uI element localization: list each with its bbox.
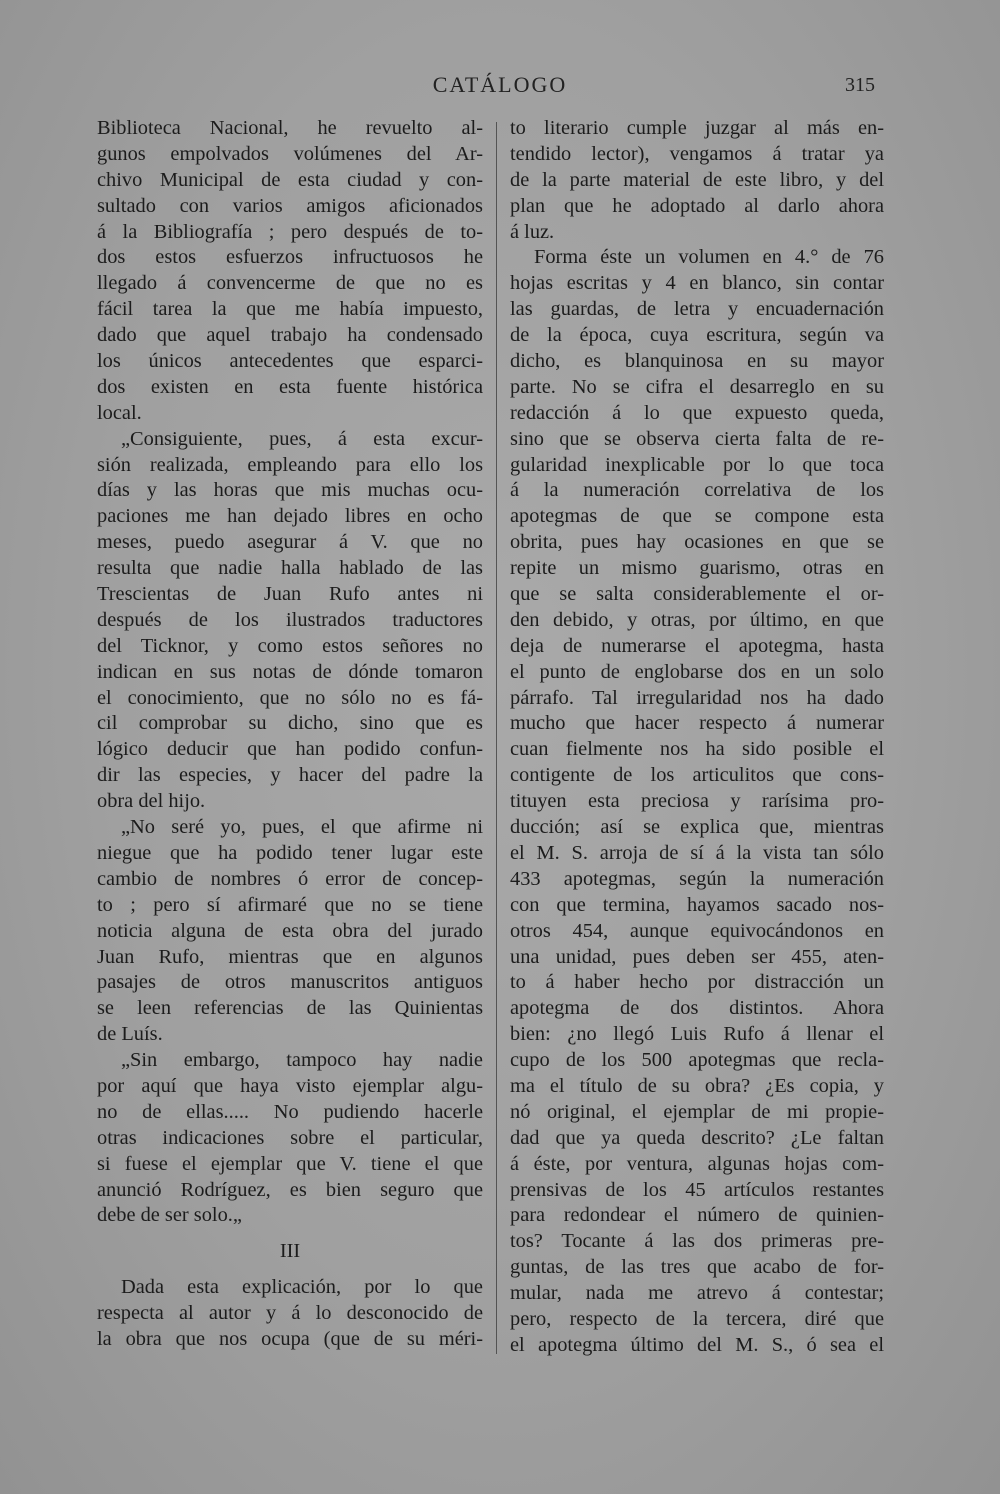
- text-line: Trescientas de Juan Rufo antes ni: [97, 583, 483, 606]
- text-line: dos estos esfuerzos infructuosos he: [97, 246, 483, 269]
- text-line: se leen referencias de las Quinientas: [97, 997, 483, 1020]
- text-line: cambio de nombres ó error de concep-: [97, 867, 483, 890]
- text-line: á luz.: [510, 220, 555, 243]
- text-line: cil comprobar su dicho, sino que es: [97, 712, 483, 735]
- text-line: á éste, por ventura, algunas hojas com-: [510, 1152, 884, 1175]
- text-line: á la Bibliografía ; pero después de to-: [97, 220, 483, 243]
- text-line: dicho, es blanquinosa en su mayor: [510, 350, 884, 373]
- text-line: „No seré yo, pues, el que afirme ni: [121, 816, 483, 839]
- text-line: plan que he adoptado al darlo ahora: [510, 194, 884, 217]
- text-line: cupo de los 500 apotegmas que recla-: [510, 1049, 884, 1072]
- text-line: 433 apotegmas, según la numeración: [510, 867, 884, 890]
- text-line: llegado á convencerme de que no es: [97, 272, 483, 295]
- text-line: apotegmas de que se compone esta: [510, 505, 884, 528]
- text-line: resulta que nadie halla hablado de las: [97, 557, 483, 580]
- text-line: paciones me han dejado libres en ocho: [97, 505, 483, 528]
- text-line: mucho que hacer respecto á numerar: [510, 712, 884, 735]
- text-line: otras indicaciones sobre el particular,: [97, 1126, 483, 1149]
- text-line: á la numeración correlativa de los: [510, 479, 884, 502]
- text-line: sión realizada, empleando para ello los: [97, 453, 483, 476]
- text-line: mular, nada me atrevo á contestar;: [510, 1282, 884, 1305]
- text-line: sino que se observa cierta falta de re-: [510, 427, 884, 450]
- text-line: gularidad inexplicable por lo que toca: [510, 453, 884, 476]
- text-line: respecta al autor y á lo desconocido de: [97, 1302, 483, 1325]
- text-line: del Ticknor, y como estos señores no: [97, 634, 483, 657]
- text-line: gunos empolvados volúmenes del Ar-: [97, 142, 483, 165]
- text-line: Dada esta explicación, por lo que: [121, 1276, 483, 1299]
- text-line: deja de numerarse el apotegma, hasta: [510, 634, 884, 657]
- text-line: tituyen esta preciosa y rarísima pro-: [510, 790, 884, 813]
- text-line: apotegma de dos distintos. Ahora: [510, 997, 884, 1020]
- text-line: dado que aquel trabajo ha condensado: [97, 324, 483, 347]
- text-line: anunció Rodríguez, es bien seguro que: [97, 1178, 483, 1201]
- text-line: repite un mismo guarismo, otras en: [510, 557, 884, 580]
- text-line: to ; pero sí afirmaré que no se tiene: [97, 893, 483, 916]
- text-line: redacción á lo que expuesto queda,: [510, 401, 884, 424]
- text-line: que se salta considerablemente el or-: [510, 583, 884, 606]
- text-line: local.: [97, 401, 142, 424]
- text-line: dos existen en esta fuente histórica: [97, 375, 483, 398]
- text-line: las guardas, de letra y encuadernación: [510, 298, 884, 321]
- text-line: Forma éste un volumen en 4.° de 76: [534, 246, 884, 269]
- text-line: nó original, el ejemplar de mi propie-: [510, 1100, 884, 1123]
- text-line: indican en sus notas de dónde tomaron: [97, 660, 483, 683]
- section-heading: III: [279, 1240, 301, 1263]
- text-line: hojas escritas y 4 en blanco, sin contar: [510, 272, 884, 295]
- text-line: dir las especies, y hacer del padre la: [97, 764, 483, 787]
- text-line: para redondear el número de quinien-: [510, 1204, 884, 1227]
- text-line: pasajes de otros manuscritos antiguos: [97, 971, 483, 994]
- text-line: tendido lector), vengamos á tratar ya: [510, 142, 884, 165]
- text-line: niegue que ha podido tener lugar este: [97, 841, 483, 864]
- text-line: contigente de los articulitos que cons-: [510, 764, 884, 787]
- text-line: el punto de englobarse dos en un solo: [510, 660, 884, 683]
- text-line: el M. S. arroja de sí á la vista tan sólo: [510, 841, 884, 864]
- text-line: no de ellas..... No pudiendo hacerle: [97, 1100, 483, 1123]
- text-line: ma el título de su obra? ¿Es copia, y: [510, 1074, 884, 1097]
- running-title: CATÁLOGO: [432, 72, 568, 97]
- text-line: de Luís.: [97, 1023, 163, 1046]
- text-line: la obra que nos ocupa (que de su méri-: [97, 1327, 483, 1350]
- text-line: de la época, cuya escritura, según va: [510, 324, 884, 347]
- text-line: dad que ya queda descrito? ¿Le faltan: [510, 1126, 884, 1149]
- text-line: „Consiguiente, pues, á esta excur-: [121, 427, 483, 450]
- text-line: una unidad, pues deben ser 455, aten-: [510, 945, 884, 968]
- text-line: Juan Rufo, mientras que en algunos: [97, 945, 483, 968]
- text-line: parte. No se cifra el desarreglo en su: [510, 375, 884, 398]
- text-line: por aquí que haya visto ejemplar algu-: [97, 1074, 483, 1097]
- text-line: to á haber hecho por distracción un: [510, 971, 884, 994]
- text-line: lógico deducir que han podido confun-: [97, 738, 483, 761]
- text-line: después de los ilustrados traductores: [97, 608, 483, 631]
- column-divider: [496, 122, 497, 1354]
- page-number: 315: [845, 74, 875, 96]
- text-line: chivo Municipal de esta ciudad y con-: [97, 168, 483, 191]
- text-line: den debido, y otras, por último, en que: [510, 608, 884, 631]
- text-line: días y las horas que mis muchas ocu-: [97, 479, 483, 502]
- text-line: sultado con varios amigos aficionados: [97, 194, 483, 217]
- text-line: ducción; así se explica que, mientras: [510, 816, 884, 839]
- text-line: meses, puedo asegurar á V. que no: [97, 531, 483, 554]
- text-line: el conocimiento, que no sólo no es fá-: [97, 686, 483, 709]
- text-line: guntas, de las tres que acabo de for-: [510, 1256, 884, 1279]
- text-line: to literario cumple juzgar al más en-: [510, 117, 884, 139]
- text-line: bien: ¿no llegó Luis Rufo á llenar el: [510, 1023, 884, 1046]
- text-line: si fuese el ejemplar que V. tiene el que: [97, 1152, 483, 1175]
- text-line: fácil tarea la que me había impuesto,: [97, 298, 483, 321]
- text-line: otros 454, aunque equivocándonos en: [510, 919, 884, 942]
- text-line: noticia alguna de esta obra del jurado: [97, 919, 483, 942]
- left-text-column: [97, 116, 483, 1353]
- text-line: obra del hijo.: [97, 790, 206, 813]
- text-line: tos? Tocante á las dos primeras pre-: [510, 1230, 884, 1253]
- right-text-column: [510, 116, 884, 1359]
- spacer: [97, 1265, 483, 1275]
- text-line: pero, respecto de la tercera, diré que: [510, 1307, 884, 1330]
- text-line: párrafo. Tal irregularidad nos ha dado: [510, 686, 884, 709]
- spacer: [97, 1229, 483, 1239]
- text-line: Biblioteca Nacional, he revuelto al-: [97, 117, 483, 139]
- text-line: obrita, pues hay ocasiones en que se: [510, 531, 884, 554]
- text-line: con que termina, hayamos sacado nos-: [510, 893, 884, 916]
- text-line: el apotegma último del M. S., ó sea el: [510, 1333, 884, 1356]
- text-line: cuan fielmente nos ha sido posible el: [510, 738, 884, 761]
- text-line: „Sin embargo, tampoco hay nadie: [121, 1049, 483, 1072]
- text-line: prensivas de los 45 artículos restantes: [510, 1178, 884, 1201]
- text-line: de la parte material de este libro, y del: [510, 168, 884, 191]
- text-line: debe de ser solo.„: [97, 1204, 242, 1227]
- text-line: los únicos antecedentes que esparci-: [97, 350, 483, 373]
